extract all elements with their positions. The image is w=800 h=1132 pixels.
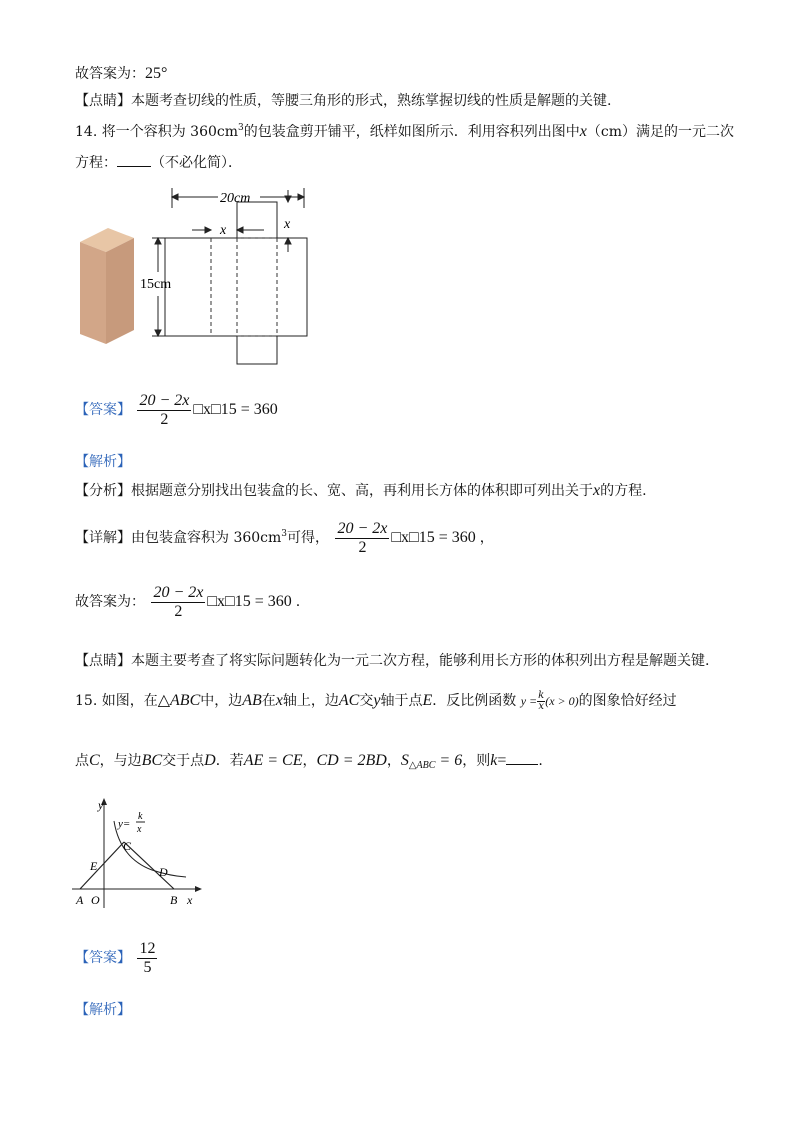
stem-text: （cm）满足的一元二次 — [586, 124, 734, 140]
comment-text: 本题主要考查了将实际问题转化为一元二次方程，能够利用长方形的体积列出方程是解题关键. — [131, 653, 710, 669]
answer-equation-rest: □x□15 = 360 — [193, 401, 278, 419]
x-axis-arrow — [195, 886, 202, 892]
q15-stem-line1: 15. 如图，在△ABC中，边AB在x轴上，边AC交y轴于点E．反比例函数 y = $\frac{k}{x}$ (x > 0)的图象恰好经过 — [75, 689, 677, 712]
answer-fraction: $\frac{12}{5}$ — [139, 940, 156, 976]
answer-blank — [117, 166, 151, 167]
function-label: y = — [520, 694, 538, 708]
curve-label-den: x — [137, 824, 142, 835]
detail-fraction: $\frac{20 - 2x}{2}$ — [337, 520, 388, 556]
detail-text: 由包装盒容积为 360cm — [131, 530, 282, 547]
point-a: A — [76, 893, 84, 907]
triangle-abc: △ABC — [157, 692, 201, 709]
q13-comment-line — [75, 91, 611, 111]
answer-tag: 【答案】 — [75, 950, 131, 967]
fenxi-text: 根据题意分别找出包装盒的长、宽、高，再利用长方体的体积即可列出关于 — [131, 483, 593, 499]
stem-text: 将一个容积为 360cm — [101, 124, 239, 140]
x-label-right: x — [284, 217, 291, 232]
box-illustration — [80, 228, 134, 344]
stem-text: （不必化简）． — [151, 155, 242, 171]
answer-label: 故答案为： — [75, 66, 145, 82]
q14-answer-line — [75, 392, 278, 429]
answer-blank — [506, 764, 538, 765]
final-fraction: $\frac{20 - 2x}{2}$ — [153, 584, 204, 620]
detail-text: 可得， — [287, 530, 330, 547]
point-o: O — [91, 893, 100, 907]
y-axis-label: y — [98, 798, 104, 812]
q15-answer-line — [75, 940, 159, 977]
condition-ae-ce: AE = CE — [243, 752, 303, 769]
condition-cd-bd: CD = 2BD — [316, 752, 387, 769]
q14-comment-line — [75, 651, 709, 671]
answer-tag: 【答案】 — [75, 402, 131, 419]
analysis-tag: 【解析】 — [75, 1002, 131, 1018]
height-label: 15cm — [140, 277, 172, 292]
detail-equation-rest: □x□15 = 360 — [391, 529, 476, 547]
stem-text: 方程： — [75, 155, 117, 171]
answer-value: 25° — [145, 65, 168, 82]
analysis-tag: 【解析】 — [75, 454, 131, 470]
variable: x — [593, 482, 601, 499]
q15-figure — [70, 798, 210, 910]
comment-tag: 【点睛】 — [75, 653, 131, 669]
q15-stem-line2: 点C，与边BC交于点D．若AE = CE，CD = 2BD，$S_{\triangle ABC} = 6$，则k= . — [75, 752, 543, 771]
final-label: 故答案为： — [75, 594, 145, 611]
q13-answer-line — [75, 64, 167, 84]
width-label: 20cm — [220, 191, 251, 206]
curve-label-num: k — [138, 811, 143, 822]
area-condition: $S_{\triangle ABC} = 6$ — [400, 752, 463, 771]
detail-tag: 【详解】 — [75, 530, 131, 547]
question-number: 15. — [75, 693, 98, 709]
point-b: B — [170, 893, 178, 907]
x-axis-label: x — [187, 893, 193, 907]
question-number: 14. — [75, 124, 98, 140]
fenxi-tag: 【分析】 — [75, 483, 131, 499]
x-marker-left — [192, 227, 264, 233]
q14-analysis-tag-line — [75, 452, 131, 472]
stem-text: 的包装盒剪开铺平，纸样如图所示．利用容积列出图中 — [243, 124, 580, 140]
curve-label: y= — [118, 818, 131, 830]
x-label-left: x — [220, 223, 227, 238]
fenxi-text: 的方程. — [600, 483, 647, 499]
point-d: D — [159, 865, 168, 879]
superscript: 3 — [238, 123, 244, 133]
q14-stem-line1 — [75, 118, 734, 142]
function-fraction: $\frac{k}{x}$ — [538, 689, 545, 712]
function-condition: (x > 0) — [545, 694, 579, 708]
comment-tag: 【点睛】 — [75, 93, 131, 109]
q14-figure — [72, 180, 332, 370]
q15-analysis-tag-line — [75, 1000, 131, 1020]
point-c: C — [123, 839, 132, 853]
variable: x — [579, 123, 587, 140]
fold-lines — [211, 238, 277, 336]
superscript: 3 — [281, 529, 288, 540]
final-equation-rest: □x□15 = 360 — [207, 593, 292, 611]
q14-stem-line2 — [75, 153, 242, 173]
q14-final-line: 故答案为： $\frac{20 - 2x}{2}$ □x□15 = 360 . — [75, 584, 301, 620]
q14-detail-line: 【详解】由包装盒容积为 $360cm^3$可得， $\frac{20 - 2x}{2}$ □x□15 = 360 ， — [75, 520, 494, 556]
point-e: E — [90, 859, 98, 873]
answer-fraction: $\frac{20 - 2x}{2}$ — [139, 392, 190, 428]
q14-fenxi-line — [75, 481, 647, 501]
comment-text: 本题考查切线的性质，等腰三角形的形式，熟练掌握切线的性质是解题的关键. — [131, 93, 612, 109]
